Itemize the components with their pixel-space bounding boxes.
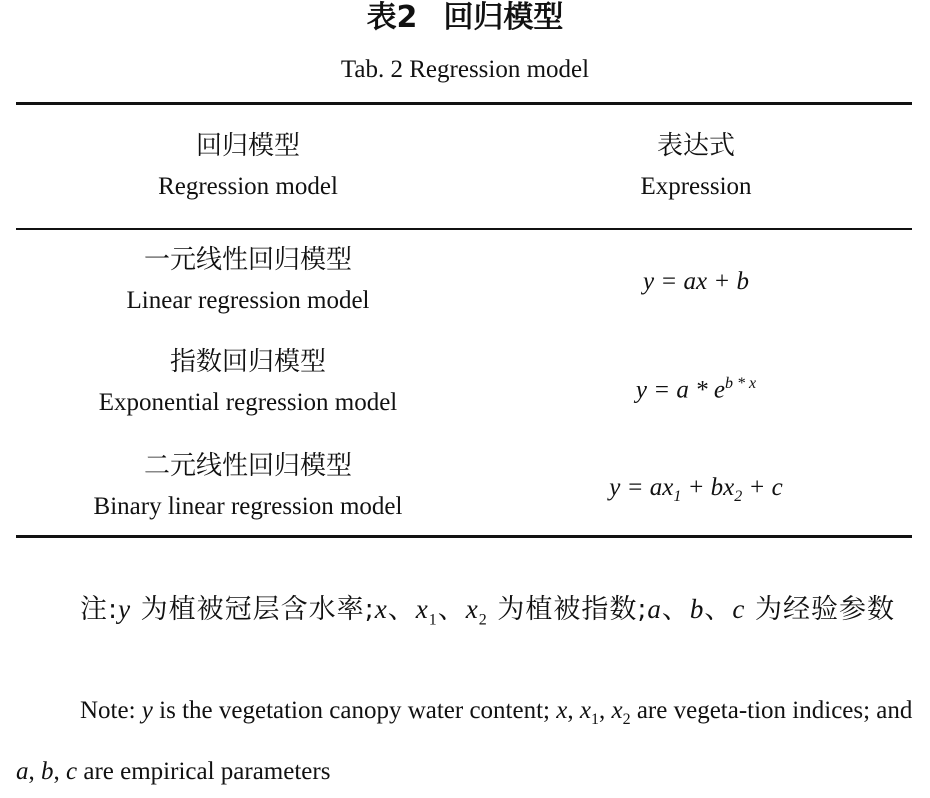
table-top-rule — [16, 102, 912, 105]
expression-formula: $y = ax_1 + bx_2 + c$ — [609, 474, 783, 505]
table-note-en: Note: y is the vegetation canopy water content; x, $x_1$, $x_2$ are vegeta-tion indices; and a, b, c are empirical parameters — [16, 697, 913, 785]
table-row-expression — [480, 471, 912, 514]
table-bottom-rule — [16, 535, 912, 538]
model-name-cn: 二元线性回归模型 — [143, 451, 352, 481]
table-note-cn: 注:y 为植被冠层含水率;x、$x_1$、$x_2$ 为植被指数;a、b、c 为经验参数 — [80, 594, 895, 629]
header-regression-model — [16, 129, 480, 204]
expression-formula: y = ax + b — [643, 268, 749, 295]
table-title-cn: 回归模型 — [443, 0, 564, 35]
table-row-expression — [480, 265, 912, 299]
table-caption-cn — [0, 0, 930, 36]
table-row-expression — [480, 367, 912, 407]
header-expression — [480, 129, 912, 204]
expression-formula: $y = a * e^{b * x}$ — [635, 375, 757, 404]
model-name-en: Binary linear regression model — [93, 493, 403, 520]
model-name-cn: 指数回归模型 — [169, 347, 326, 377]
header-cn: 回归模型 — [195, 131, 300, 161]
model-name-en: Linear regression model — [126, 287, 370, 314]
model-name-en: Exponential regression model — [98, 389, 398, 416]
header-en: Expression — [640, 173, 752, 200]
model-name-cn: 一元线性回归模型 — [143, 245, 352, 275]
header-cn: 表达式 — [656, 131, 735, 161]
table-row-model — [16, 449, 480, 524]
table-caption-en: Tab. 2 Regression model — [340, 56, 590, 83]
table-row-model — [16, 345, 480, 420]
table-header-rule — [16, 228, 912, 230]
table-number: 表2 — [366, 0, 418, 35]
header-en: Regression model — [158, 173, 338, 200]
table-row-model — [16, 243, 480, 318]
